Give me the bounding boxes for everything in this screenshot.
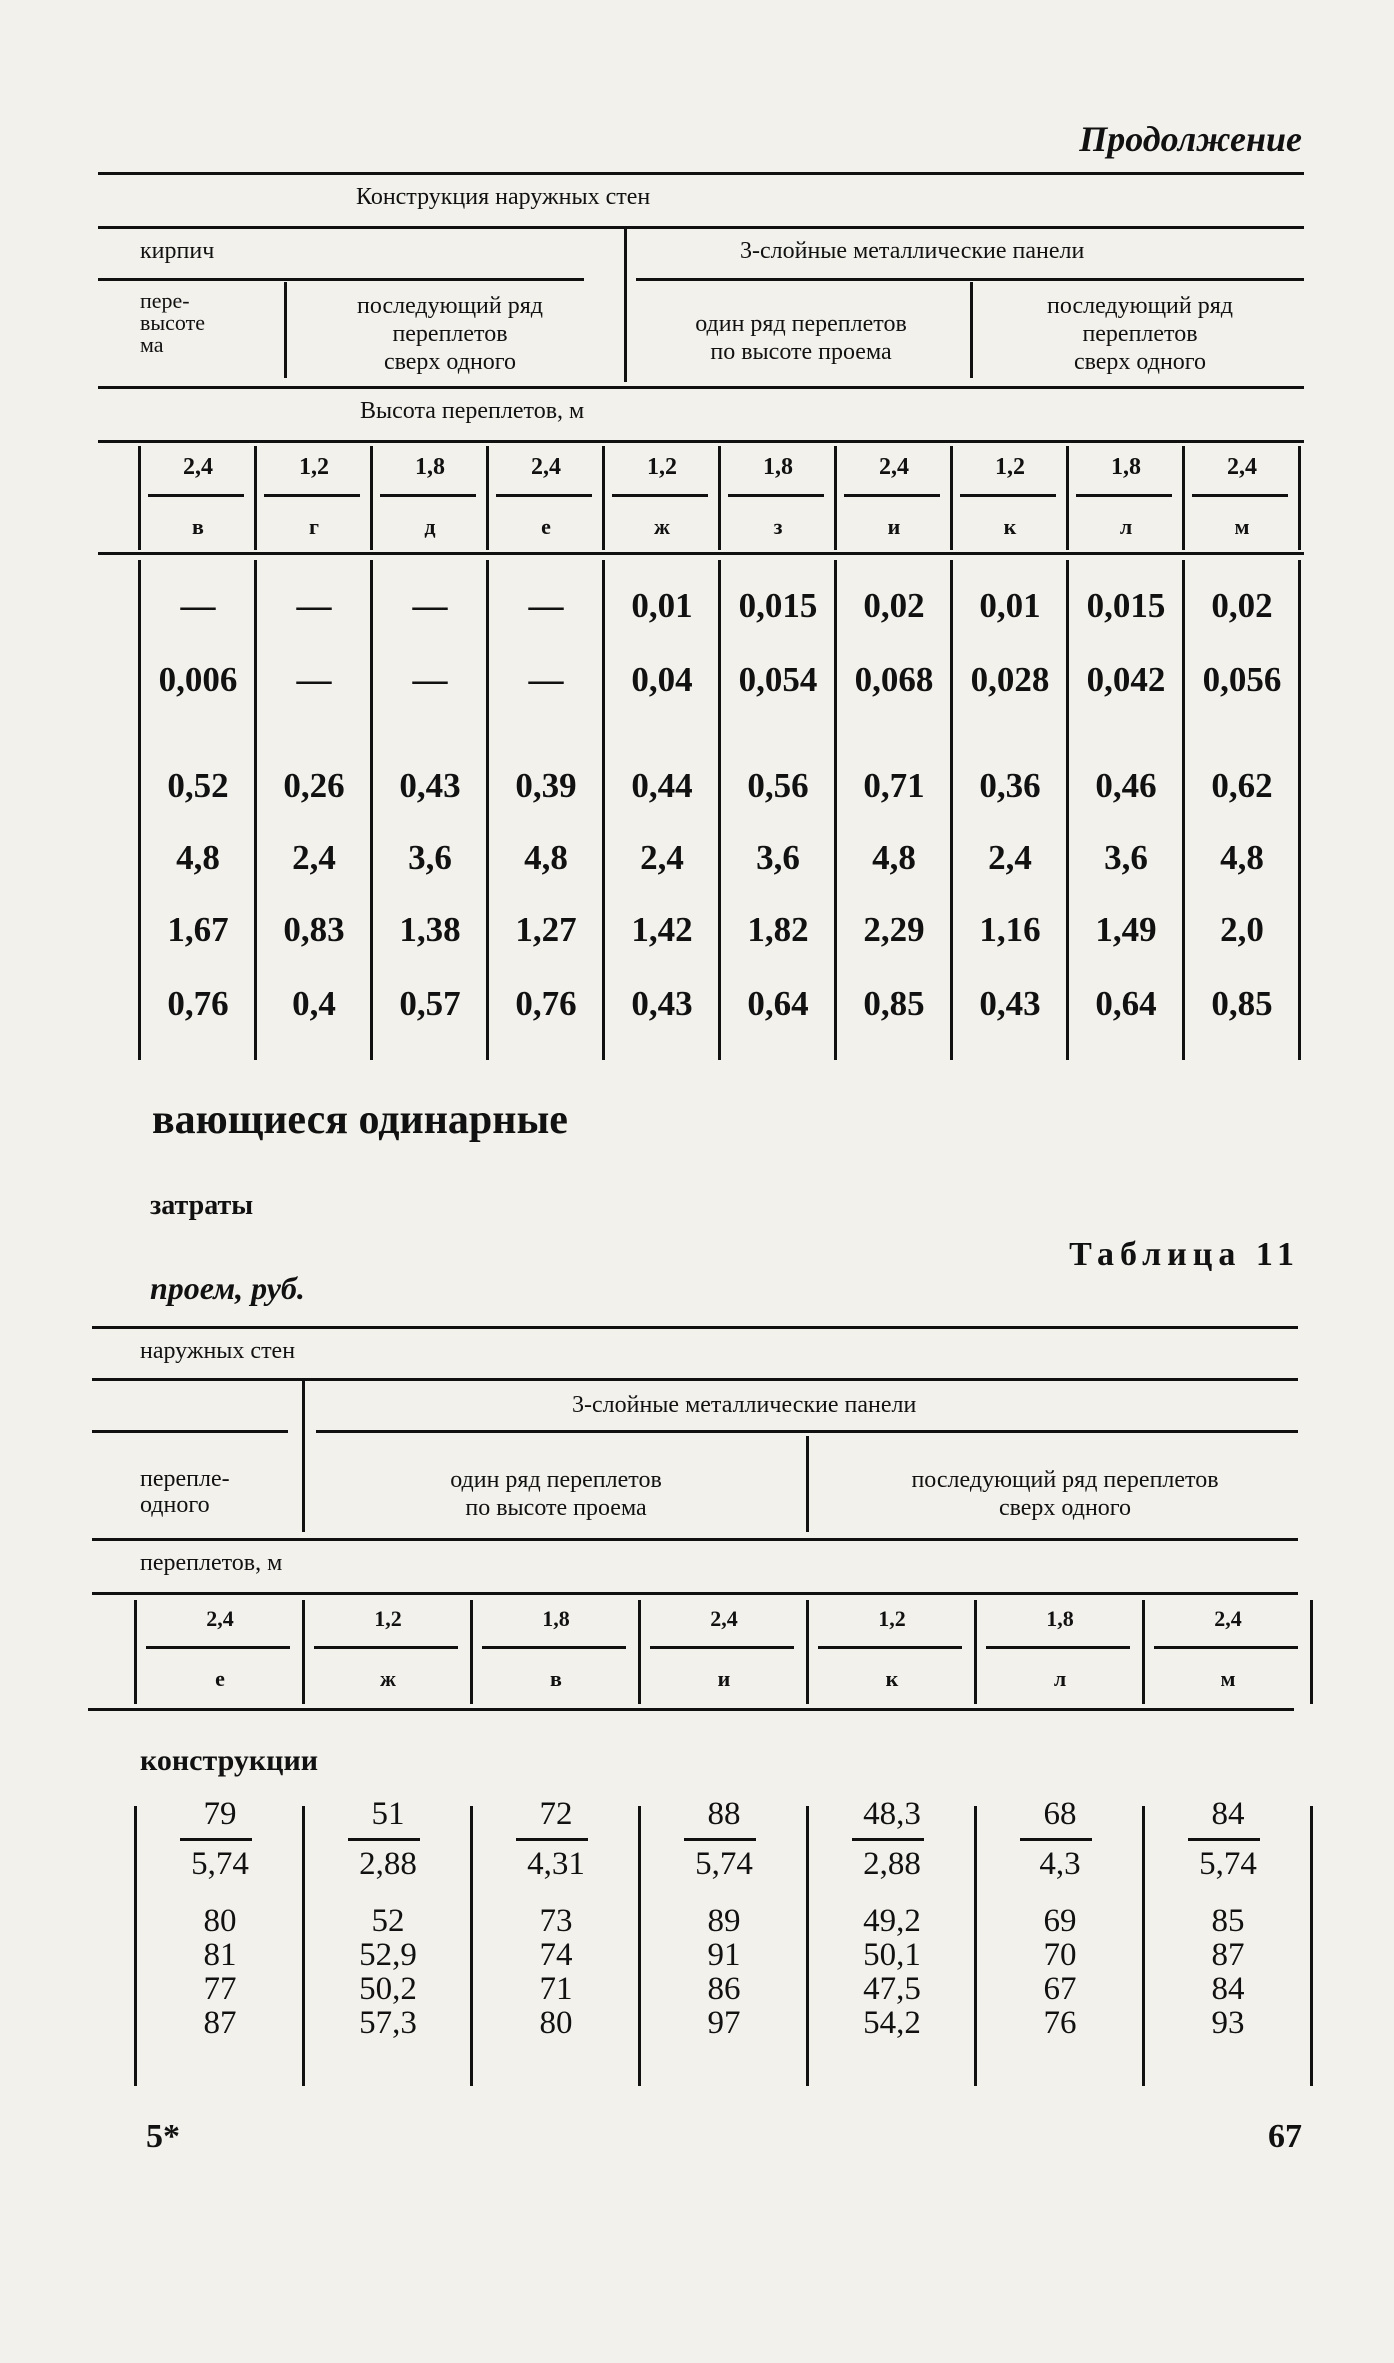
column-letter: м xyxy=(1220,1666,1236,1691)
table-cell: 97 xyxy=(707,2005,741,2041)
column-letter: и xyxy=(887,514,901,539)
cell-rule xyxy=(482,1646,626,1649)
divider xyxy=(624,226,627,382)
table-cell: 73 xyxy=(539,1903,573,1939)
divider xyxy=(970,282,973,378)
table-cell: 89 xyxy=(707,1903,741,1939)
cell-rule xyxy=(960,494,1056,497)
cell-rule xyxy=(146,1646,290,1649)
table-cell: 3,6 xyxy=(408,838,452,877)
sub-header-4: последующий ряд переплетов сверх одного xyxy=(1047,293,1233,375)
fraction-numerator: 51 xyxy=(371,1796,405,1832)
table-cell: 0,43 xyxy=(979,984,1041,1023)
cell-rule xyxy=(1076,494,1172,497)
cell-rule xyxy=(314,1646,458,1649)
height-label-2: переплетов, м xyxy=(140,1550,283,1576)
table-cell: 2,4 xyxy=(988,838,1032,877)
height-label: Высота переплетов, м xyxy=(360,398,585,424)
column-letter: ж xyxy=(380,1666,396,1691)
sub-header-b2: один ряд переплетов по высоте проема xyxy=(450,1467,662,1521)
rule xyxy=(92,1538,1298,1541)
height-value: 1,2 xyxy=(995,454,1025,480)
table-cell: 86 xyxy=(707,1971,741,2007)
table-cell: 0,042 xyxy=(1086,660,1166,699)
table-cell: 52,9 xyxy=(359,1937,417,1973)
height-value: 1,2 xyxy=(647,454,677,480)
table-cell: 2,29 xyxy=(863,910,925,949)
column-letter: з xyxy=(773,514,783,539)
table-cell: 0,43 xyxy=(399,766,461,805)
table-cell: 0,44 xyxy=(631,766,693,805)
sub-header-b1: перепле- одного xyxy=(140,1466,230,1518)
table-cell: 71 xyxy=(539,1971,573,2007)
table-cell: 3,6 xyxy=(1104,838,1148,877)
table-cell: 4,8 xyxy=(872,838,916,877)
column-letter: к xyxy=(1003,514,1017,539)
fraction-numerator: 48,3 xyxy=(863,1796,921,1832)
group-panels: 3-слойные металлические панели xyxy=(740,238,1085,264)
table-cell: 93 xyxy=(1211,2005,1245,2041)
table-cell: 0,054 xyxy=(738,660,818,699)
table-cell: 1,49 xyxy=(1095,910,1157,949)
height-value: 2,4 xyxy=(1214,1606,1242,1631)
cell-rule xyxy=(1154,1646,1298,1649)
table-cell: 0,01 xyxy=(631,586,693,625)
section-heading: вающиеся одинарные xyxy=(152,1097,568,1143)
table-cell: 52 xyxy=(371,1903,405,1939)
table-cell: 70 xyxy=(1043,1937,1077,1973)
fraction-bar xyxy=(1020,1838,1092,1841)
divider xyxy=(302,1380,305,1532)
page-number: 67 xyxy=(1268,2118,1302,2155)
fraction-denominator: 5,74 xyxy=(191,1846,249,1882)
table-cell: 0,76 xyxy=(515,984,577,1023)
rule xyxy=(92,1592,1298,1595)
table-cell: 0,85 xyxy=(863,984,925,1023)
height-value: 2,4 xyxy=(531,454,561,480)
cell-rule xyxy=(986,1646,1130,1649)
section-title: Конструкция наружных стен xyxy=(356,184,651,210)
table-cell: 50,2 xyxy=(359,1971,417,2007)
column-letter: в xyxy=(550,1666,562,1691)
table-cell: 0,02 xyxy=(1211,586,1273,625)
table-cell: — xyxy=(296,586,332,625)
table-cell: 0,56 xyxy=(747,766,809,805)
rule xyxy=(92,1378,1298,1381)
group-panels-2: 3-слойные металлические панели xyxy=(572,1392,917,1418)
fraction-bar xyxy=(684,1838,756,1841)
sub-header-b3: последующий ряд переплетов сверх одного xyxy=(911,1467,1219,1521)
table-cell: 80 xyxy=(539,2005,573,2041)
height-value: 2,4 xyxy=(183,454,213,480)
table-cell: 0,02 xyxy=(863,586,925,625)
table-cell: 0,85 xyxy=(1211,984,1273,1023)
table-cell: 0,71 xyxy=(863,766,925,805)
rule xyxy=(98,552,1304,555)
sub-header-1: пере- высоте ма xyxy=(140,288,206,357)
cell-rule xyxy=(380,494,476,497)
height-value: 1,8 xyxy=(1111,454,1141,480)
cell-rule xyxy=(1192,494,1288,497)
table-cell: 67 xyxy=(1043,1971,1077,2007)
section-title-2: наружных стен xyxy=(140,1338,296,1364)
height-value: 1,8 xyxy=(415,454,445,480)
table-cell: — xyxy=(296,660,332,699)
table-cell: 0,62 xyxy=(1211,766,1273,805)
fraction-numerator: 79 xyxy=(203,1796,237,1832)
construction-label: конструкции xyxy=(140,1744,319,1777)
table-cell: 0,36 xyxy=(979,766,1041,805)
height-value: 2,4 xyxy=(879,454,909,480)
cell-rule xyxy=(728,494,824,497)
column-letter: е xyxy=(215,1666,225,1691)
rule xyxy=(88,1708,1294,1711)
table-cell: 0,4 xyxy=(292,984,336,1023)
fraction-bar xyxy=(348,1838,420,1841)
column-letter: к xyxy=(885,1666,899,1691)
fraction-bar xyxy=(1188,1838,1260,1841)
table-number: Таблица 11 xyxy=(1069,1236,1300,1273)
section-subheading: затраты xyxy=(150,1190,254,1221)
column-letter: ж xyxy=(654,514,670,539)
table-cell: 0,43 xyxy=(631,984,693,1023)
column-letter: д xyxy=(424,514,436,539)
table-cell: 0,46 xyxy=(1095,766,1157,805)
table-cell: 0,76 xyxy=(167,984,229,1023)
fraction-bar xyxy=(180,1838,252,1841)
footer-left: 5* xyxy=(146,2118,180,2155)
fraction-denominator: 4,3 xyxy=(1039,1846,1081,1882)
table-cell: 0,01 xyxy=(979,586,1041,625)
continuation-label: Продолжение xyxy=(1079,119,1302,159)
table-cell: 2,0 xyxy=(1220,910,1264,949)
rule xyxy=(98,440,1304,443)
table-cell: 0,64 xyxy=(1095,984,1157,1023)
cell-rule xyxy=(818,1646,962,1649)
sub-header-2: последующий ряд переплетов сверх одного xyxy=(357,293,543,375)
table-cell: 80 xyxy=(203,1903,237,1939)
fraction-numerator: 84 xyxy=(1211,1796,1245,1832)
table-cell: 69 xyxy=(1043,1903,1077,1939)
table-cell: 1,38 xyxy=(399,910,461,949)
table-cell: 85 xyxy=(1211,1903,1245,1939)
fraction-denominator: 4,31 xyxy=(527,1846,585,1882)
column-letter: л xyxy=(1119,514,1133,539)
table-cell: 1,67 xyxy=(167,910,229,949)
table-cell: 0,57 xyxy=(399,984,461,1023)
table-cell: 0,52 xyxy=(167,766,229,805)
table-cell: 91 xyxy=(707,1937,741,1973)
fraction-denominator: 5,74 xyxy=(695,1846,753,1882)
fraction-numerator: 68 xyxy=(1043,1796,1077,1832)
height-value: 1,2 xyxy=(374,1606,402,1631)
cell-rule xyxy=(612,494,708,497)
rule xyxy=(98,172,1304,175)
cell-rule xyxy=(148,494,244,497)
table-cell: 81 xyxy=(203,1937,237,1973)
column-letter: в xyxy=(192,514,204,539)
table-cell: 1,42 xyxy=(631,910,693,949)
table-cell: 87 xyxy=(203,2005,237,2041)
fraction-denominator: 2,88 xyxy=(359,1846,417,1882)
table-cell: 1,16 xyxy=(979,910,1041,949)
rule xyxy=(92,1326,1298,1329)
height-value: 1,8 xyxy=(542,1606,570,1631)
column-letter: е xyxy=(541,514,551,539)
unit-label: проем, руб. xyxy=(150,1270,305,1306)
table-cell: — xyxy=(528,586,564,625)
table-cell: — xyxy=(180,586,216,625)
table-cell: 49,2 xyxy=(863,1903,921,1939)
rule xyxy=(98,386,1304,389)
table-cell: 2,4 xyxy=(292,838,336,877)
rule xyxy=(92,1430,288,1433)
table-cell: 50,1 xyxy=(863,1937,921,1973)
table-cell: 0,006 xyxy=(158,660,238,699)
table-cell: 3,6 xyxy=(756,838,800,877)
rule xyxy=(636,278,1304,281)
table-cell: 0,056 xyxy=(1202,660,1282,699)
table-cell: 4,8 xyxy=(176,838,220,877)
height-value: 1,2 xyxy=(878,1606,906,1631)
table-cell: — xyxy=(412,586,448,625)
table-cell: — xyxy=(528,660,564,699)
table-cell: 0,26 xyxy=(283,766,345,805)
rule xyxy=(316,1430,1298,1433)
sub-header-3: один ряд переплетов по высоте проема xyxy=(695,311,907,365)
fraction-numerator: 88 xyxy=(707,1796,741,1832)
table-cell: 0,39 xyxy=(515,766,577,805)
table-cell: 0,83 xyxy=(283,910,345,949)
table-cell: 0,028 xyxy=(970,660,1050,699)
column-letter: л xyxy=(1053,1666,1067,1691)
table-cell: 54,2 xyxy=(863,2005,921,2041)
table-cell: 0,04 xyxy=(631,660,693,699)
table-cell: 76 xyxy=(1043,2005,1077,2041)
column-letter: м xyxy=(1234,514,1250,539)
table-cell: 2,4 xyxy=(640,838,684,877)
table-cell: 0,015 xyxy=(738,586,818,625)
table-cell: 0,015 xyxy=(1086,586,1166,625)
table-cell: 4,8 xyxy=(524,838,568,877)
rule xyxy=(98,226,1304,229)
cell-rule xyxy=(844,494,940,497)
table-cell: 1,27 xyxy=(515,910,577,949)
rule xyxy=(98,278,584,281)
fraction-numerator: 72 xyxy=(539,1796,573,1832)
column-letter: и xyxy=(717,1666,731,1691)
height-value: 2,4 xyxy=(206,1606,234,1631)
table-cell: 57,3 xyxy=(359,2005,417,2041)
table-cell: 74 xyxy=(539,1937,573,1973)
table-cell: 1,82 xyxy=(747,910,809,949)
cell-rule xyxy=(650,1646,794,1649)
table-cell: 77 xyxy=(203,1971,237,2007)
table-cell: 47,5 xyxy=(863,1971,921,2007)
height-value: 1,2 xyxy=(299,454,329,480)
divider xyxy=(284,282,287,378)
divider xyxy=(806,1436,809,1532)
column-letter: г xyxy=(309,514,319,539)
fraction-denominator: 2,88 xyxy=(863,1846,921,1882)
cell-rule xyxy=(496,494,592,497)
height-value: 2,4 xyxy=(710,1606,738,1631)
table-cell: 0,068 xyxy=(854,660,934,699)
table-cell: 0,64 xyxy=(747,984,809,1023)
table-cell: 84 xyxy=(1211,1971,1245,2007)
table-cell: 87 xyxy=(1211,1937,1245,1973)
fraction-bar xyxy=(516,1838,588,1841)
cell-rule xyxy=(264,494,360,497)
table-cell: 4,8 xyxy=(1220,838,1264,877)
table-cell: — xyxy=(412,660,448,699)
height-value: 1,8 xyxy=(763,454,793,480)
group-brick: кирпич xyxy=(140,238,215,264)
fraction-bar xyxy=(852,1838,924,1841)
height-value: 1,8 xyxy=(1046,1606,1074,1631)
fraction-denominator: 5,74 xyxy=(1199,1846,1257,1882)
height-value: 2,4 xyxy=(1227,454,1257,480)
